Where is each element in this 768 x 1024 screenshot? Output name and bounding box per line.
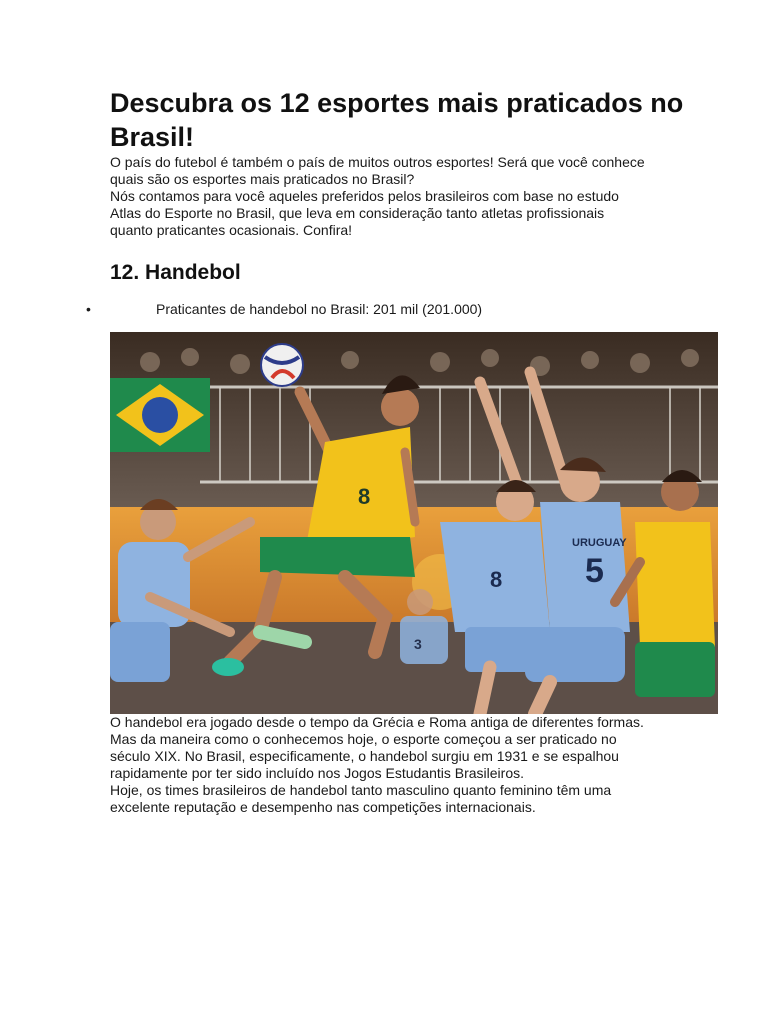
article — [86, 86, 720, 816]
jersey-number: 3 — [414, 636, 422, 652]
handball-ball-icon — [261, 344, 303, 386]
jersey-name: URUGUAY — [572, 537, 627, 549]
intro-paragraph-2: Nós contamos para você aqueles preferidos pelos brasileiros com base no estudo Atlas do Esporte no Brasil, que leva em consideração tanto atletas profissionais quanto praticantes ocasionais. Confira! — [110, 188, 619, 238]
jersey-number: 8 — [490, 567, 503, 592]
bullet-text: Praticantes de handebol no Brasil: 201 mil (201.000) — [156, 301, 483, 317]
intro-paragraph-1: O país do futebol é também o país de muitos outros esportes! Será que você conhece quais são os esportes mais praticados no Brasil? — [110, 154, 645, 187]
brazil-flag-icon — [110, 378, 210, 452]
body-paragraph-2: Hoje, os times brasileiros de handebol tanto masculino quanto feminino têm uma excelente reputação e desempenho nas competições internacionais. — [110, 782, 612, 815]
article-title: Descubra os 12 esportes mais praticados no Brasil! — [110, 88, 684, 152]
body-paragraph-1: O handebol era jogado desde o tempo da Grécia e Roma antiga de diferentes formas. Mas da maneira como o conhecemos hoje, o esporte começou a ser praticado no século XIX. No Brasil, especificamente, o handebol surgiu em 1931 e se espalhou rapidamente por ter sido incluído nos Jogos Estudantis Brasileiros. — [110, 714, 644, 781]
jersey-number: 8 — [358, 484, 371, 509]
section-heading: 12. Handebol — [110, 261, 241, 284]
list-item — [86, 300, 720, 318]
bullet-marker: • — [86, 301, 91, 317]
jersey-number: 5 — [585, 552, 604, 590]
handball-photo — [110, 332, 718, 714]
